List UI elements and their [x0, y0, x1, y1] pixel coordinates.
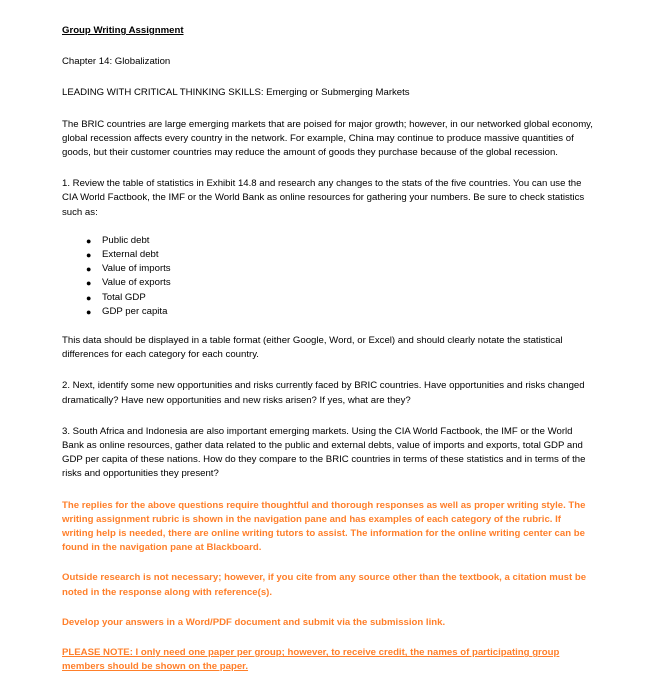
chapter-heading: Chapter 14: Globalization	[62, 56, 171, 68]
bullet-icon: ●	[86, 264, 92, 275]
writing-style-note: The replies for the above questions require thoughtful and thorough responses as well as proper writing style. The writing assignment rubric is shown in the navigation pane and has examples of each category of the rubric. If writing help is needed, there are online writing tutors to assist. The information for the online writing center can be found in the navigation pane at Blackboard.	[62, 499, 586, 554]
question-1: 1. Review the table of statistics in Exhibit 14.8 and research any changes to the stats of the five countries. You can use the CIA World Factbook, the IMF or the World Bank as online resources for gathering your numbers. Be sure to check statistics such as:	[62, 178, 585, 218]
section-heading: LEADING WITH CRITICAL THINKING SKILLS: Emerging or Submerging Markets	[62, 87, 410, 99]
bullet-icon: ●	[86, 250, 92, 261]
bullet-icon: ●	[86, 278, 92, 289]
group-paper-note: PLEASE NOTE: I only need one paper per group; however, to receive credit, the names of participating group members should be shown on the paper.	[62, 647, 560, 673]
submission-note: Develop your answers in a Word/PDF document and submit via the submission link.	[62, 616, 446, 628]
bullet-icon: ●	[86, 306, 92, 317]
list-item: ● Public debt	[86, 234, 595, 248]
statistics-list	[62, 234, 595, 319]
bullet-icon: ●	[86, 292, 92, 303]
document-title: Group Writing Assignment	[62, 25, 184, 36]
list-item: ● Value of imports	[86, 262, 595, 276]
list-item: ● External debt	[86, 248, 595, 262]
list-item: ● Total GDP	[86, 291, 595, 305]
table-instructions: This data should be displayed in a table format (either Google, Word, or Excel) and should clearly notate the statistical differences for each category for each country.	[62, 335, 563, 361]
list-item: ● Value of exports	[86, 276, 595, 290]
intro-paragraph: The BRIC countries are large emerging markets that are poised for major growth; however, in our networked global economy, global recession affects every country in the network. For example, China may continue to produce massive quantities of goods, but their customer countries may reduce the amount of goods they purchase because of the global recession.	[62, 118, 593, 159]
citation-note: Outside research is not necessary; however, if you cite from any source other than the textbook, a citation must be noted in the response along with reference(s).	[62, 572, 587, 598]
bullet-icon: ●	[86, 235, 92, 246]
question-3: 3. South Africa and Indonesia are also important emerging markets. Using the CIA World Factbook, the IMF or the World Bank as online resources, gather data related to the public and external debts, value of imports and exports, total GDP and GDP per capita of these nations. How do they compare to the BRIC countries in terms of these statistics and in terms of the risks and opportunities they present?	[62, 425, 586, 480]
question-2: 2. Next, identify some new opportunities and risks currently faced by BRIC countries. Have opportunities and risks changed dramatically? Have new opportunities and new risks arisen? If yes, what are they?	[62, 380, 585, 406]
list-item: ● GDP per capita	[86, 305, 595, 319]
